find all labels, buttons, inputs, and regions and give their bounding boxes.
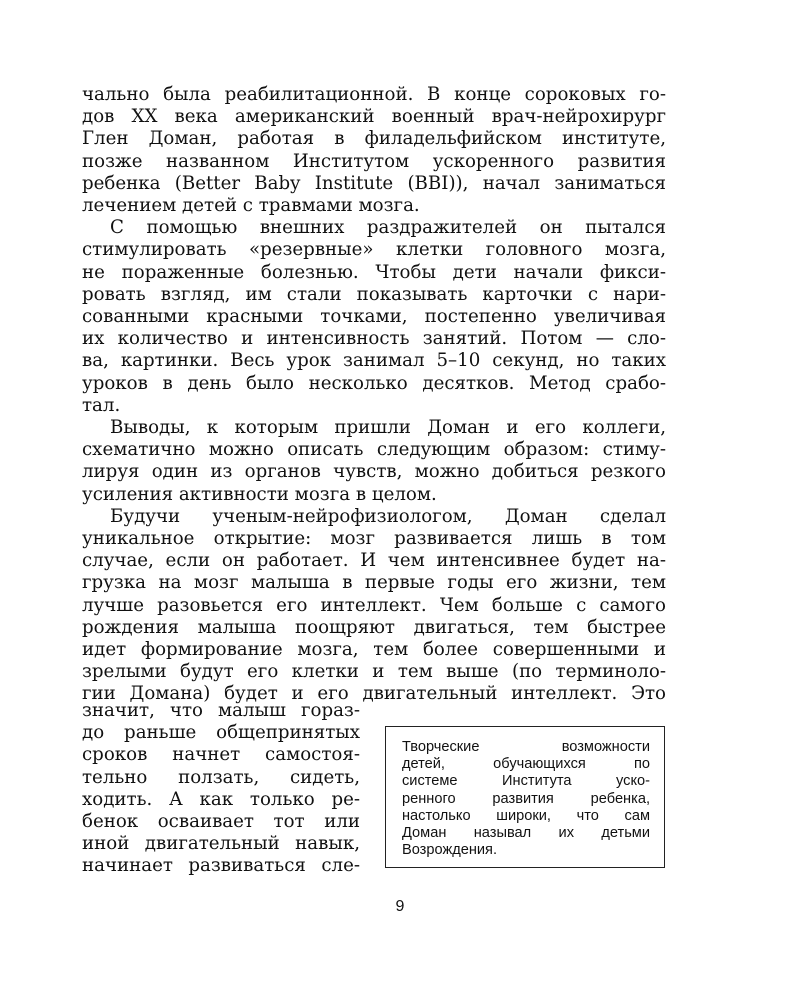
text-line: тал. — [82, 394, 121, 416]
text-line: их количество и интенсивность занятий. Потом — сло- — [82, 328, 666, 350]
text-line: уроков в день было несколько десятков. Метод срабо- — [82, 372, 666, 394]
sidebar-callout-box — [385, 726, 665, 868]
text-line: не пораженные болезнью. Чтобы дети начали фикси- — [82, 261, 666, 283]
text-line: ходить. А как только ре- — [82, 788, 360, 810]
text-line: ребенка (Better Baby Institute (BBI)), начал заниматься — [82, 172, 666, 194]
text-line: Будучи ученым-нейрофизиологом, Доман сделал — [110, 505, 666, 527]
text-line: гии Домана) будет и его двигательный интеллект. Это — [82, 683, 666, 705]
text-line: Глен Доман, работая в филадельфийском институте, — [82, 128, 666, 150]
text-line: чально была реабилитационной. В конце сороковых го- — [82, 84, 666, 105]
main-text — [82, 84, 666, 706]
text-line: уникальное открытие: мозг развивается лишь в том — [82, 528, 666, 550]
page-number: 9 — [395, 898, 405, 915]
text-line: сованными красными точками, постепенно увеличивая — [82, 306, 666, 328]
paragraph-4 — [82, 506, 666, 706]
sidebar-line: ренного развития ребенка, — [402, 790, 650, 807]
sidebar-line: настолько широки, что сам — [402, 807, 650, 824]
text-line: рождения малыша поощряют двигаться, тем быстрее — [82, 616, 666, 638]
text-line: случае, если он работает. И чем интенсивнее будет на- — [82, 550, 666, 572]
text-line: усиления активности мозга в целом. — [82, 483, 437, 505]
text-line: ровать взгляд, им стали показывать карточки с нари- — [82, 283, 666, 305]
sidebar-line: детей, обучающихся по — [402, 756, 650, 773]
text-line: стимулировать «резервные» клетки головного мозга, — [82, 239, 666, 261]
text-line: сроков начнет самостоя- — [82, 744, 360, 766]
text-line: лечением детей с травмами мозга. — [82, 195, 420, 217]
text-line: иной двигательный навык, — [82, 833, 360, 855]
paragraph-2 — [82, 217, 666, 417]
text-line: тельно ползать, сидеть, — [82, 766, 360, 788]
text-line: позже названном Институтом ускоренного развития — [82, 150, 666, 172]
text-line: грузка на мозг малыша в первые годы его жизни, тем — [82, 572, 666, 594]
sidebar-line: Доман называл их детьми — [402, 825, 650, 842]
text-line: схематично можно описать следующим образом: стиму- — [82, 439, 666, 461]
text-line: дов XX века американский военный врач-нейрохирург — [82, 106, 666, 128]
paragraph-3 — [82, 417, 666, 506]
text-line: бенок осваивает тот или — [82, 811, 360, 833]
sidebar-line: Возрождения. — [402, 842, 498, 859]
text-line: Выводы, к которым пришли Доман и его коллеги, — [110, 417, 666, 439]
paragraph-1 — [82, 84, 666, 217]
text-line: С помощью внешних раздражителей он пытался — [110, 217, 666, 239]
text-line: идет формирование мозга, тем более совершенными и — [82, 639, 666, 661]
sidebar-line: Творческие возможности — [402, 739, 650, 755]
sidebar-line: системе Института уско- — [402, 773, 650, 790]
text-line: значит, что малыш гораз- — [82, 700, 360, 721]
text-line: ва, картинки. Весь урок занимал 5–10 секунд, но таких — [82, 350, 666, 372]
narrow-column-text — [82, 700, 360, 878]
sidebar-text — [402, 739, 650, 859]
text-line: зрелыми будут его клетки и тем выше (по терминоло- — [82, 661, 666, 683]
text-line: до раньше общепринятых — [82, 722, 360, 744]
text-line: лучше разовьется его интеллект. Чем больше с самого — [82, 594, 666, 616]
text-line: начинает развиваться сле- — [82, 855, 360, 877]
text-line: лируя один из органов чувств, можно добиться резкого — [82, 461, 666, 483]
